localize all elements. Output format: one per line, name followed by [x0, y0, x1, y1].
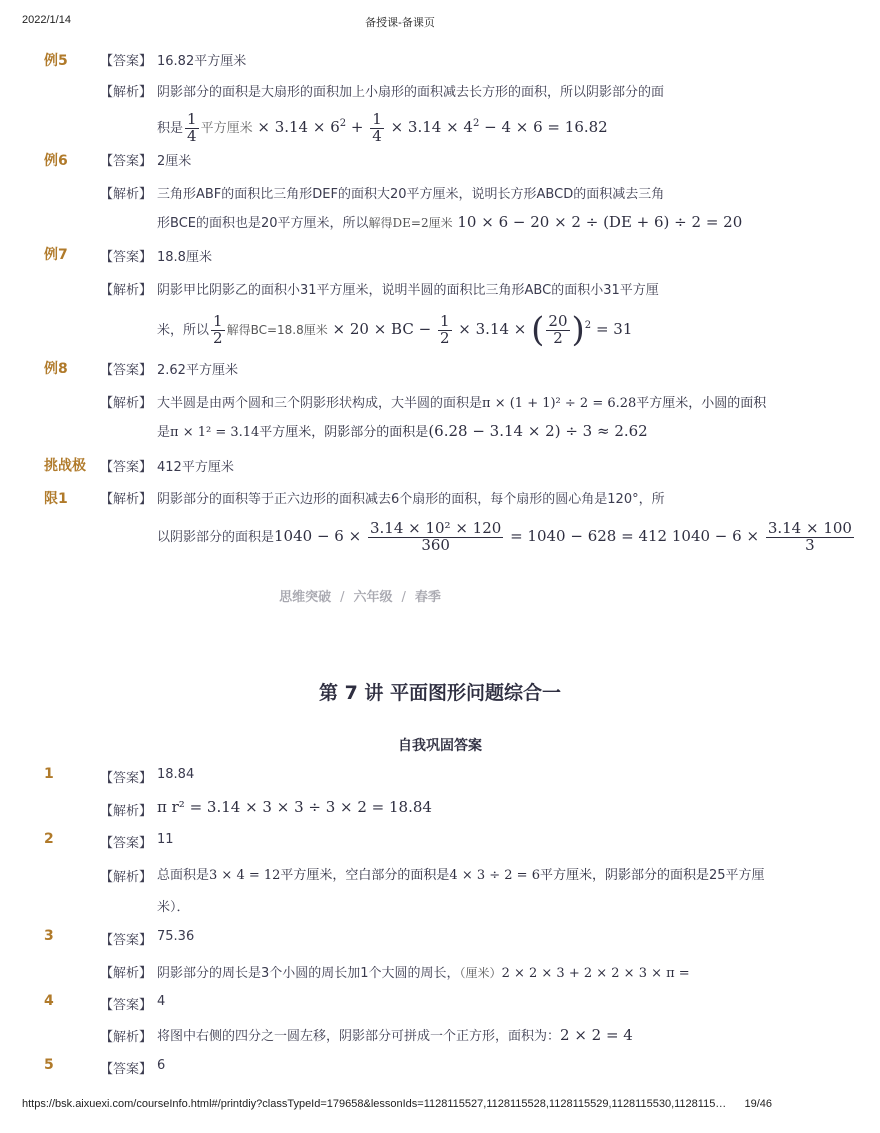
- answer-tag: 【答案】: [100, 771, 153, 786]
- breadcrumb-item: 思维突破: [279, 590, 332, 605]
- breadcrumb-item: 春季: [414, 590, 441, 605]
- print-url: https://bsk.aixuexi.com/courseInfo.html#/printdiy?classTypeId=179658&lessonIds=1128115527,1128115528,1128115529,1128115530,1128115…: [22, 1098, 727, 1110]
- section-title: 自我巩固答案: [398, 738, 482, 754]
- print-page-number: 19/46: [744, 1098, 772, 1110]
- answer-tag: 【答案】: [100, 54, 153, 69]
- exercise-label-4: 4: [44, 993, 54, 1009]
- breadcrumb-item: 六年级: [353, 590, 393, 605]
- example-5-analysis-line2: [157, 106, 717, 146]
- answer-tag: 【答案】: [100, 933, 153, 948]
- analysis-tag: 【解析】: [100, 85, 153, 100]
- answer-tag: 【答案】: [100, 154, 153, 169]
- print-footer: [0, 1098, 800, 1114]
- exercise-4-analysis: 将图中右侧的四分之一圆左移，阴影部分可拼成一个正方形，面积为：2 × 2 = 4: [157, 1026, 633, 1044]
- answer-tag: 【答案】: [100, 1062, 153, 1077]
- example-6-formula: 解得DE=2厘米 10 × 6 − 20 × 2 ÷ (DE + 6) ÷ 2 = 20: [368, 213, 743, 231]
- challenge-analysis-line2: 以阴影部分的面积是1040 − 6 × $\frac{\text{3.14 × 10² × 120}}{360}$ = 1040 − 628 = 412 1040 − 6 × $\frac{3.14 \times 100}{3}$: [157, 510, 717, 566]
- example-8-answer: 2.62平方厘米: [157, 363, 238, 378]
- challenge-label-line2: 限1: [44, 491, 68, 507]
- exercise-2-answer: 11: [157, 832, 174, 847]
- exercise-label-1: 1: [44, 766, 54, 782]
- fraction: $\frac{\text{3.14 × 10² × 120}}{360}$: [369, 518, 502, 554]
- exercise-label-2: 2: [44, 831, 54, 847]
- print-title: 备授课-备课页: [365, 17, 435, 29]
- answer-tag: 【答案】: [100, 250, 153, 265]
- example-5-analysis-line1: 阴影部分的面积是大扇形的面积加上小扇形的面积减去长方形的面积，所以阴影部分的面: [157, 85, 665, 100]
- example-6-answer: 2厘米: [157, 154, 192, 169]
- answer-tag: 【答案】: [100, 836, 153, 851]
- exercise-3-analysis: 阴影部分的周长是3个小圆的周长加1个大圆的周长，（厘米）2 × 2 × 3 + 2 × 2 × 3 × π =: [157, 966, 690, 981]
- analysis-tag: 【解析】: [100, 283, 153, 298]
- example-5-formula: $\frac{1}{4}$ 平方厘米 × $3.14 \times 6^2$ + $\frac{1}{4}$ × $3.14 \times 4^2 - 4 \times 6 = 16.82$: [187, 109, 608, 145]
- exercise-4-answer: 4: [157, 994, 166, 1009]
- example-6-analysis-line2: 形BCE的面积也是20平方厘米，所以解得DE=2厘米 10 × 6 − 20 × 2 ÷ (DE + 6) ÷ 2 = 20: [157, 213, 743, 231]
- analysis-tag: 【解析】: [100, 187, 153, 202]
- exercise-2-analysis-line2: 米）．: [157, 900, 190, 915]
- example-label-6: 例6: [44, 153, 68, 169]
- lecture-title: 第 7 讲 平面图形问题综合一: [318, 682, 562, 704]
- exercise-3-answer: 75.36: [157, 929, 195, 944]
- challenge-label-line1: 挑战极: [44, 458, 86, 474]
- fraction: $\frac{1}{2}$: [213, 311, 223, 347]
- example-7-analysis-line2: 米，所以 $\frac{1}{2}$ 解得BC=18.8厘米 × 20 × BC − $\frac{1}{2}$ × 3.14 × ( $\frac{20}{2}$ )$^2$ = 31: [157, 310, 633, 350]
- exercise-label-5: 5: [44, 1057, 54, 1073]
- fraction: $\frac{1}{4}$: [187, 109, 197, 145]
- analysis-tag: 【解析】: [100, 804, 153, 819]
- analysis-tag: 【解析】: [100, 396, 153, 411]
- fraction: $\frac{1}{4}$: [372, 109, 382, 145]
- challenge-analysis-line1: 阴影部分的面积等于正六边形的面积减去6个扇形的面积，每个扇形的圆心角是120°，所: [157, 492, 665, 507]
- example-8-analysis-line2: 是π × 1² = 3.14平方厘米，阴影部分的面积是(6.28 − 3.14 × 2) ÷ 3 ≈ 2.62: [157, 422, 648, 440]
- example-label-7: 例7: [44, 247, 68, 263]
- fraction: $\frac{20}{2}$: [548, 311, 568, 347]
- challenge-answer: 412平方厘米: [157, 460, 234, 475]
- analysis-tag: 【解析】: [100, 870, 153, 885]
- example-label-8: 例8: [44, 361, 68, 377]
- analysis-tag: 【解析】: [100, 1030, 153, 1045]
- exercise-2-analysis-line1: 总面积是3 × 4 = 12平方厘米，空白部分的面积是4 × 3 ÷ 2 = 6平方厘米，阴影部分的面积是25平方厘: [157, 868, 765, 883]
- print-header: [0, 14, 800, 30]
- example-7-formula: $\frac{1}{2}$ 解得BC=18.8厘米 × 20 × BC − $\frac{1}{2}$ × 3.14 × ( $\frac{20}{2}$ )$^2$ = 31: [213, 310, 633, 350]
- exercise-1-answer: 18.84: [157, 767, 195, 782]
- fraction: $\frac{1}{2}$: [439, 311, 450, 347]
- analysis-tag: 【解析】: [100, 492, 153, 507]
- answer-tag: 【答案】: [100, 363, 153, 378]
- example-5-analysis-prefix: 积是: [157, 121, 184, 136]
- example-8-analysis-line1: 大半圆是由两个圆和三个阴影形状构成，大半圆的面积是π × (1 + 1)² ÷ 2 = 6.28平方厘米，小圆的面积: [157, 396, 767, 411]
- example-7-analysis-line1: 阴影甲比阴影乙的面积小31平方厘米，说明半圆的面积比三角形ABC的面积小31平方厘: [157, 283, 659, 298]
- exercise-1-analysis: π r² = 3.14 × 3 × 3 ÷ 3 × 2 = 18.84: [157, 798, 432, 816]
- exercise-label-3: 3: [44, 928, 54, 944]
- example-5-answer: 16.82平方厘米: [157, 54, 247, 69]
- answer-tag: 【答案】: [100, 998, 153, 1013]
- example-label-5: 例5: [44, 53, 68, 69]
- answer-tag: 【答案】: [100, 460, 153, 475]
- example-6-analysis-line1: 三角形ABF的面积比三角形DEF的面积大20平方厘米，说明长方形ABCD的面积减去三角: [157, 187, 665, 202]
- exercise-5-answer: 6: [157, 1058, 166, 1073]
- overlap-unit: 平方厘米: [200, 121, 253, 136]
- analysis-tag: 【解析】: [100, 966, 153, 981]
- fraction: $\frac{3.14 \times 100}{3}$: [767, 518, 852, 554]
- challenge-formula: 1040 − 6 × $\frac{\text{3.14 × 10² × 120}}{360}$ = 1040 − 628 = 412 1040 − 6 × $\frac{3.14 \times 100}{3}$: [274, 518, 852, 554]
- page-breadcrumb: 思维突破 / 六年级 / 春季: [279, 590, 441, 605]
- example-7-answer: 18.8厘米: [157, 250, 212, 265]
- print-date: 2022/1/14: [22, 14, 71, 26]
